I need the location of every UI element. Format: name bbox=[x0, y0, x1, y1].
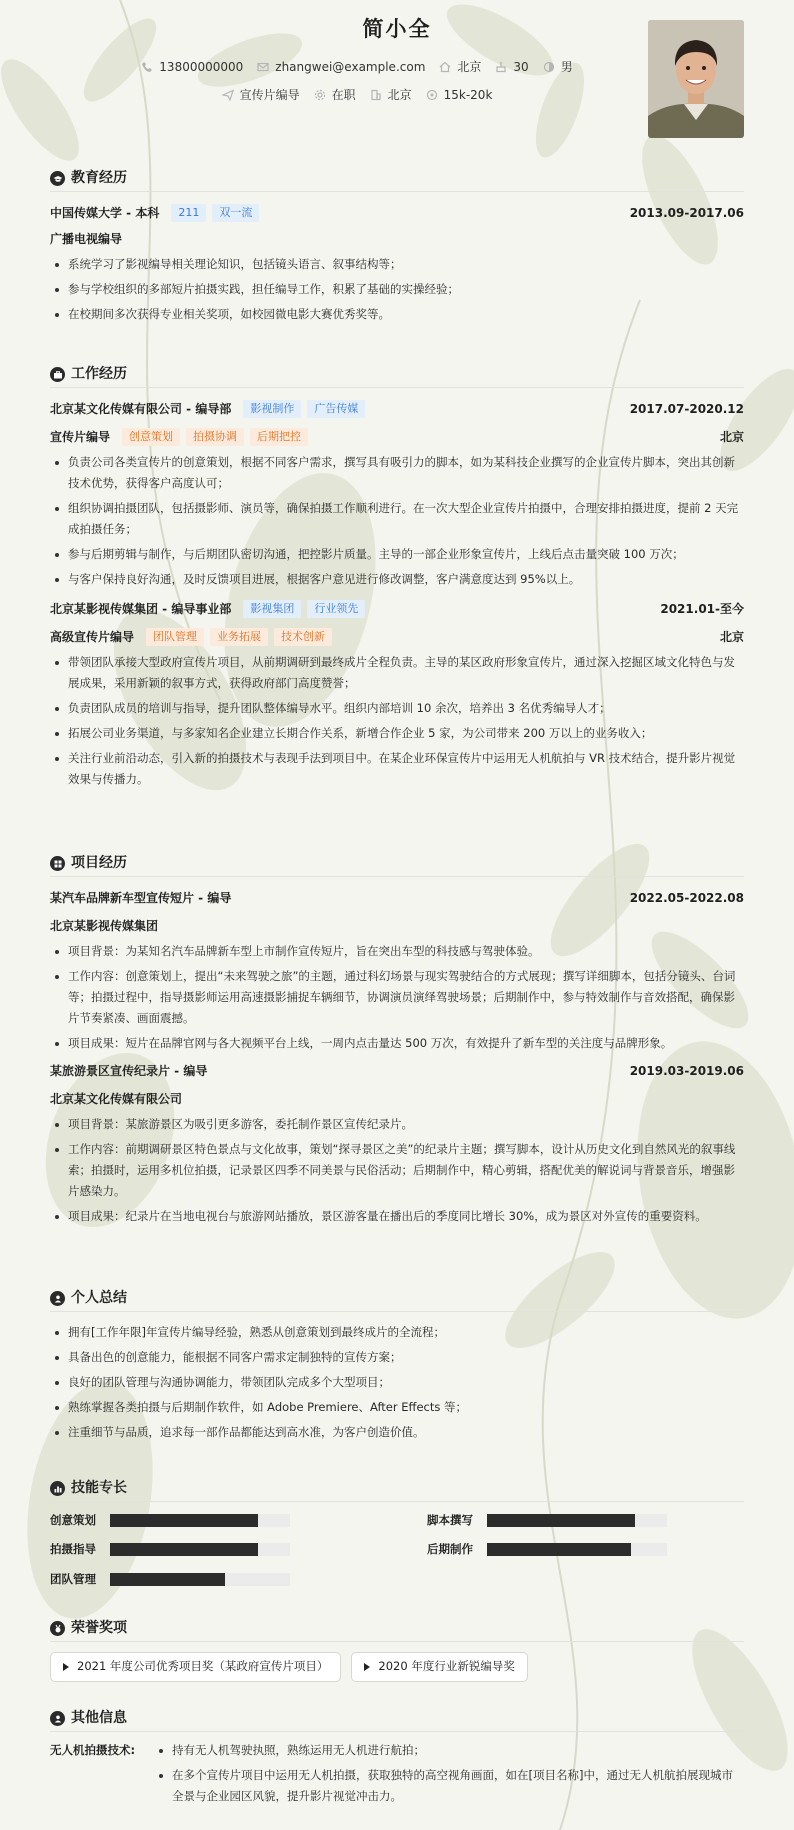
work-date: 2021.01-至今 bbox=[660, 602, 744, 616]
gear-icon bbox=[314, 89, 326, 101]
role-name: 高级宣传片编导 bbox=[50, 630, 135, 644]
company-tag: 广告传媒 bbox=[307, 400, 365, 418]
work-list bbox=[50, 652, 744, 790]
medal-icon bbox=[50, 1621, 65, 1636]
list-item: 具备出色的创意能力，能根据不同客户需求定制独特的宣传方案； bbox=[50, 1347, 744, 1368]
work-section bbox=[50, 366, 744, 794]
list-item: 负责团队成员的培训与指导，提升团队整体编导水平。组织内部培训 10 余次，培养出 3 名优秀编导人才； bbox=[50, 698, 744, 719]
job-intent-row bbox=[130, 86, 584, 104]
education-date: 2013.09-2017.06 bbox=[629, 206, 744, 220]
role-row bbox=[50, 426, 744, 448]
list-item: 参与学校组织的多部短片拍摄实践，担任编导工作，积累了基础的实操经验； bbox=[50, 279, 744, 300]
skill-bar-fill bbox=[487, 1543, 631, 1556]
skill-bar bbox=[487, 1543, 667, 1556]
company-tag: 影视集团 bbox=[243, 600, 301, 618]
skill-bar-fill bbox=[110, 1543, 258, 1556]
skill-bar-fill bbox=[487, 1514, 635, 1527]
other-row bbox=[50, 1742, 744, 1811]
skill-bar bbox=[487, 1514, 667, 1527]
work-location: 北京 bbox=[719, 630, 744, 644]
company-name: 北京某影视传媒集团 - 编导事业部 bbox=[50, 602, 232, 616]
project-entry bbox=[50, 887, 744, 1054]
target-city-text: 北京 bbox=[387, 88, 412, 102]
other-list bbox=[154, 1740, 744, 1811]
list-item: 带领团队承接大型政府宣传片项目，从前期调研到最终成片全程负责。主导的某区政府形象宣传片，通过深入挖掘区域文化特色与发展成果，采用新颖的叙事方式，获得政府部门高度赞誉； bbox=[50, 652, 744, 694]
awards-section bbox=[50, 1620, 744, 1682]
company-row bbox=[50, 598, 744, 620]
list-item: 工作内容：前期调研景区特色景点与文化故事，策划“探寻景区之美”的纪录片主题；撰写脚本，设计从历史文化到自然风光的叙事线索；拍摄时，运用多机位拍摄，记录景区四季不同美景与民俗活动；后期制作中，精心剪辑，搭配优美的解说词与背景音乐，增强影片感染力。 bbox=[50, 1139, 744, 1202]
work-title: 工作经历 bbox=[50, 366, 744, 388]
skill-item bbox=[50, 1571, 367, 1588]
major-name: 广播电视编导 bbox=[50, 232, 123, 246]
work-entry bbox=[50, 398, 744, 590]
age-text: 30 bbox=[513, 60, 529, 74]
status-text: 在职 bbox=[331, 88, 356, 102]
summary-section bbox=[50, 1290, 744, 1447]
education-section bbox=[50, 170, 744, 329]
project-date: 2022.05-2022.08 bbox=[629, 891, 744, 905]
gender-info bbox=[543, 58, 573, 76]
summary-list bbox=[50, 1322, 744, 1443]
work-list bbox=[50, 452, 744, 590]
major-row bbox=[50, 228, 744, 250]
list-item: 组织协调拍摄团队，包括摄影师、演员等，确保拍摄工作顺利进行。在一次大型企业宣传片拍摄中，合理安排拍摄进度，提前 2 天完成拍摄任务； bbox=[50, 498, 744, 540]
candidate-name: 简小全 bbox=[362, 17, 432, 41]
list-item: 负责公司各类宣传片的创意策划，根据不同客户需求，撰写具有吸引力的脚本，如为某科技企业撰写的企业宣传片脚本，突出其创新技术优势，获得客户高度认可； bbox=[50, 452, 744, 494]
salary-text: 15k-20k bbox=[443, 88, 493, 102]
coin-icon bbox=[426, 89, 438, 101]
role-tag: 拍摄协调 bbox=[186, 428, 244, 446]
skill-bar bbox=[110, 1543, 290, 1556]
list-item: 参与后期剪辑与制作，与后期团队密切沟通，把控影片质量。主导的一部企业形象宣传片，上线后点击量突破 100 万次； bbox=[50, 544, 744, 565]
project-org: 北京某文化传媒有限公司 bbox=[50, 1092, 183, 1106]
role-tag: 后期把控 bbox=[250, 428, 308, 446]
mail-icon bbox=[257, 61, 269, 73]
cake-icon bbox=[495, 61, 507, 73]
company-tag: 行业领先 bbox=[307, 600, 365, 618]
list-item: 项目成果：短片在品牌官网与各大视频平台上线，一周内点击量达 500 万次，有效提升了新车型的关注度与品牌形象。 bbox=[50, 1033, 744, 1054]
skill-bar bbox=[110, 1573, 290, 1586]
education-row bbox=[50, 202, 744, 224]
project-name: 某汽车品牌新车型宣传短片 - 编导 bbox=[50, 891, 232, 905]
other-title: 其他信息 bbox=[50, 1710, 744, 1732]
skill-bar-fill bbox=[110, 1573, 225, 1586]
send-icon bbox=[222, 89, 234, 101]
skill-item bbox=[50, 1512, 367, 1529]
role-tag: 创意策划 bbox=[122, 428, 180, 446]
skill-item bbox=[427, 1541, 744, 1558]
project-org: 北京某影视传媒集团 bbox=[50, 919, 159, 933]
play-icon bbox=[63, 1663, 69, 1671]
graduation-cap-icon bbox=[50, 171, 65, 186]
school-name: 中国传媒大学 - 本科 bbox=[50, 206, 160, 220]
role-tag: 业务拓展 bbox=[210, 628, 268, 646]
summary-title: 个人总结 bbox=[50, 1290, 744, 1312]
list-item: 注重细节与品质，追求每一部作品都能达到高水准，为客户创造价值。 bbox=[50, 1422, 744, 1443]
list-item: 与客户保持良好沟通，及时反馈项目进展，根据客户意见进行修改调整，客户满意度达到 95%以上。 bbox=[50, 569, 744, 590]
skill-bar-fill bbox=[110, 1514, 258, 1527]
list-item: 在多个宣传片项目中运用无人机拍摄，获取独特的高空视角画面，如在[项目名称]中，通过无人机航拍展现城市全景与企业园区风貌，提升影片视觉冲击力。 bbox=[154, 1765, 744, 1807]
resume-header bbox=[50, 0, 744, 150]
skills-grid bbox=[50, 1512, 744, 1588]
skill-name: 创意策划 bbox=[50, 1513, 96, 1527]
other-section bbox=[50, 1710, 744, 1811]
role-name: 宣传片编导 bbox=[50, 430, 111, 444]
school-tags bbox=[171, 204, 259, 222]
skill-name: 拍摄指导 bbox=[50, 1542, 96, 1557]
award-item: 2020 年度行业新锐编导奖 bbox=[351, 1652, 527, 1682]
city-text: 北京 bbox=[457, 60, 482, 74]
phone-info bbox=[141, 58, 243, 76]
education-list bbox=[50, 254, 744, 325]
other-label: 无人机拍摄技术: bbox=[50, 1743, 136, 1757]
person-icon bbox=[50, 1291, 65, 1306]
work-entry bbox=[50, 598, 744, 790]
school-tag: 双一流 bbox=[212, 204, 259, 222]
school-tag: 211 bbox=[171, 204, 206, 222]
other-info bbox=[50, 1742, 744, 1811]
gender-icon bbox=[543, 61, 555, 73]
work-location: 北京 bbox=[719, 430, 744, 444]
skill-name: 脚本撰写 bbox=[427, 1513, 473, 1527]
list-item: 持有无人机驾驶执照，熟练运用无人机进行航拍； bbox=[154, 1740, 744, 1761]
work-date: 2017.07-2020.12 bbox=[629, 402, 744, 416]
project-name: 某旅游景区宣传纪录片 - 编导 bbox=[50, 1064, 208, 1078]
skill-item bbox=[50, 1541, 367, 1558]
email-info bbox=[257, 58, 425, 76]
list-item: 项目背景：某旅游景区为吸引更多游客，委托制作景区宣传纪录片。 bbox=[50, 1114, 744, 1135]
education-title: 教育经历 bbox=[50, 170, 744, 192]
list-item: 项目背景：为某知名汽车品牌新车型上市制作宣传短片，旨在突出车型的科技感与驾驶体验。 bbox=[50, 941, 744, 962]
award-item: 2021 年度公司优秀项目奖（某政府宣传片项目） bbox=[50, 1652, 341, 1682]
list-item: 系统学习了影视编导相关理论知识，包括镜头语言、叙事结构等； bbox=[50, 254, 744, 275]
awards-title: 荣誉奖项 bbox=[50, 1620, 744, 1642]
project-row bbox=[50, 1060, 744, 1082]
skill-bar bbox=[110, 1514, 290, 1527]
company-name: 北京某文化传媒有限公司 - 编导部 bbox=[50, 402, 232, 416]
age-info bbox=[495, 58, 528, 76]
briefcase-icon bbox=[50, 367, 65, 382]
city-info bbox=[439, 58, 481, 76]
list-item: 工作内容：创意策划上，提出“未来驾驶之旅”的主题，通过科幻场景与现实驾驶结合的方式展现；撰写详细脚本，包括分镜头、台词等；拍摄过程中，指导摄影师运用高速摄影捕捉车辆细节，协调演员演绎驾驶场景；后期制作中，参与特效制作与音效搭配，确保影片节奏紧凑、画面震撼。 bbox=[50, 966, 744, 1029]
play-icon bbox=[364, 1663, 370, 1671]
project-entry bbox=[50, 1060, 744, 1227]
bar-chart-icon bbox=[50, 1481, 65, 1496]
target-city-info bbox=[370, 86, 412, 104]
company-tag: 影视制作 bbox=[243, 400, 301, 418]
role-tag: 技术创新 bbox=[274, 628, 332, 646]
project-row bbox=[50, 887, 744, 909]
building-icon bbox=[370, 89, 382, 101]
salary-info bbox=[426, 86, 493, 104]
project-org-row bbox=[50, 1088, 744, 1110]
list-item: 在校期间多次获得专业相关奖项，如校园微电影大赛优秀奖等。 bbox=[50, 304, 744, 325]
skill-item bbox=[427, 1512, 744, 1529]
project-date: 2019.03-2019.06 bbox=[629, 1064, 744, 1078]
project-section bbox=[50, 855, 744, 1231]
list-item: 熟练掌握各类拍摄与后期制作软件，如 Adobe Premiere、After Effects 等； bbox=[50, 1397, 744, 1418]
project-title: 项目经历 bbox=[50, 855, 744, 877]
skill-name: 团队管理 bbox=[50, 1571, 96, 1586]
phone-icon bbox=[141, 61, 153, 73]
home-icon bbox=[439, 61, 451, 73]
position-text: 宣传片编导 bbox=[239, 88, 300, 102]
profile-photo bbox=[648, 20, 744, 138]
position-info bbox=[222, 86, 300, 104]
role-tag: 团队管理 bbox=[146, 628, 204, 646]
status-info bbox=[314, 86, 356, 104]
email-text: zhangwei@example.com bbox=[275, 60, 426, 74]
contact-row bbox=[130, 58, 584, 76]
project-org-row bbox=[50, 915, 744, 937]
skill-name: 后期制作 bbox=[427, 1542, 473, 1557]
list-item: 关注行业前沿动态，引入新的拍摄技术与表现手法到项目中。在某企业环保宣传片中运用无人机航拍与 VR 技术结合，提升影片视觉效果与传播力。 bbox=[50, 748, 744, 790]
list-item: 拓展公司业务渠道，与多家知名企业建立长期合作关系，新增合作企业 5 家，为公司带来 200 万以上的业务收入； bbox=[50, 723, 744, 744]
grid-icon bbox=[50, 856, 65, 871]
gender-text: 男 bbox=[560, 60, 573, 74]
phone-text: 13800000000 bbox=[159, 60, 244, 74]
list-item: 拥有[工作年限]年宣传片编导经验，熟悉从创意策划到最终成片的全流程； bbox=[50, 1322, 744, 1343]
people-icon bbox=[50, 1711, 65, 1726]
awards-list bbox=[50, 1652, 744, 1682]
project-list bbox=[50, 941, 744, 1054]
skills-section bbox=[50, 1480, 744, 1588]
skills-title: 技能专长 bbox=[50, 1480, 744, 1502]
list-item: 良好的团队管理与沟通协调能力，带领团队完成多个大型项目； bbox=[50, 1372, 744, 1393]
company-row bbox=[50, 398, 744, 420]
list-item: 项目成果：纪录片在当地电视台与旅游网站播放，景区游客量在播出后的季度同比增长 30%，成为景区对外宣传的重要资料。 bbox=[50, 1206, 744, 1227]
role-row bbox=[50, 626, 744, 648]
project-list bbox=[50, 1114, 744, 1227]
